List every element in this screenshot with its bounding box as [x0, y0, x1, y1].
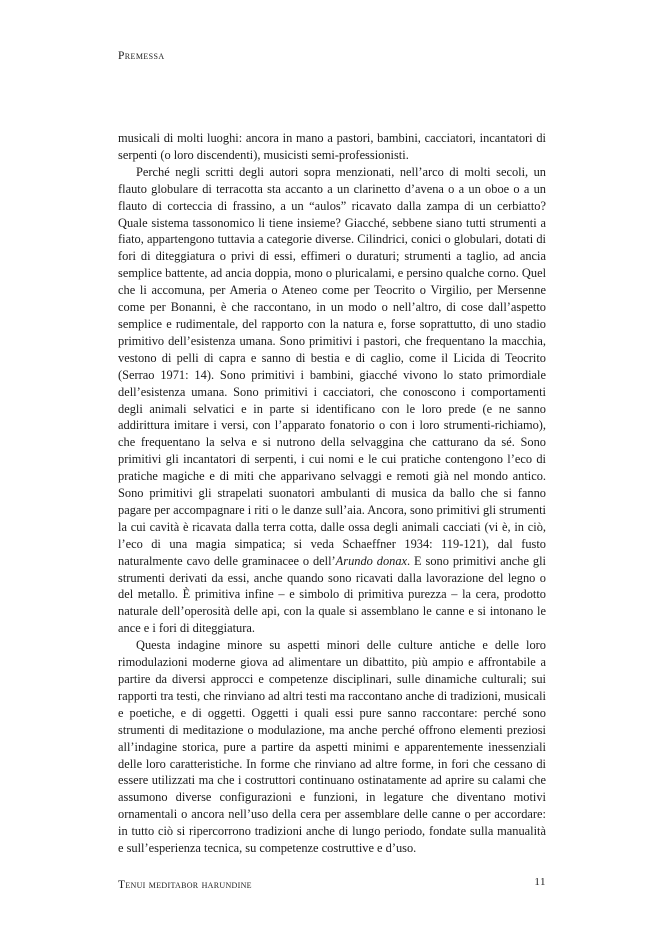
- paragraph-inquiry: Questa indagine minore su aspetti minori delle culture antiche e delle loro rimodulazioni moderne giova ad alimentare un dibattito, più ampio e affrontabile a partire da diversi approcci e competenze disciplinari, sulle dinamiche culturali; sui rapporti tra testi, che rinviano ad altri testi ma raccontano anche di tradizioni, musicali e poetiche, e di oggetti. Oggetti i quali essi pure sanno raccontare: perché sono strumenti di meditazione o modulazione, ma anche perché offrono elementi preziosi all’indagine storica, pure a partire da aspetti minimi e apparentemente inessenziali delle loro caratteristiche. In forme che rinviano ad altre forme, in fori che cessano di essere utilizzati ma che i costruttori continuano ostinatamente ad aprire su calami che assumono diverse configurazioni e funzioni, in legature che diventano motivi ornamentali o ancora nell’uso della cera per assemblare delle canne o per accordare: in tutto ciò si ripercorrono tradizioni anche di lungo periodo, fondate sulla manualità e sull’esperienza tecnica, su competenze costruttive e d’uso.: [118, 638, 546, 856]
- species-name-italic: Arundo donax: [335, 553, 408, 568]
- running-head: Premessa: [118, 50, 165, 62]
- page-number: 11: [534, 876, 546, 888]
- paragraph-instruments: [118, 164, 546, 637]
- running-foot: Tenui meditabor harundine: [118, 879, 252, 891]
- paragraph-instruments-tail: . E sono primitivi anche gli strumenti derivati da essi, anche quando sono ricavati dalla lavorazione del legno o del metallo. È primitiva infine – e simbolo di primitiva purezza – la cera, prodotto naturale dell’operosità delle api, con la quale si assemblano le canne e si intonano le ance e i fori di diteggiatura.: [118, 553, 546, 636]
- paragraph-instruments-text: Perché negli scritti degli autori sopra menzionati, nell’arco di molti secoli, un flauto globulare di terracotta sta accanto a un clarinetto d’avena o a un oboe o a un flauto di corteccia di frassino, a un “aulos” ricavato dalla zampa di un cerbiatto? Quale sistema tassonomico li tiene insieme? Giacché, sebbene siano tutti strumenti a fiato, appartengono tuttavia a categorie diverse. Cilindrici, conici o globulari, dotati di fori di diteggiatura o privi di essi, effimeri o duraturi; strumenti a taglio, ad ancia semplice battente, ad ancia doppia, mono o pluricalami, e persino qualche corno. Quel che li accomuna, per Ameria o Ateneo come per Teocrito o Virgilio, per Mersenne come per Bonanni, è che raccontano, in un modo o nell’altro, di cose dall’aspetto semplice e rudimentale, del rapporto con la natura e, forse soprattutto, di uno stadio primitivo dell’esistenza umana. Sono primitivi i pastori, che frequentano la macchia, vestono di pelli di capra e sanno di bestia e di caglio, come il Licida di Teocrito (Serrao 1971: 14). Sono primitivi i bambini, giacché vivono lo stato primordiale dell’esistenza umana. Sono primitivi i cacciatori, che conoscono i comportamenti degli animali selvatici e in parte si identificano con le loro prede (e ne sanno addirittura imitare i versi, con l’apparato fonatorio o con i loro strumenti-richiamo), che frequentano la selva e si nutrono della selvaggina che catturano da sé. Sono primitivi gli incantatori di serpenti, i cui nomi e le cui pratiche contengono l’eco di pratiche magiche e di miti che apparivano selvaggi e remoti già nel mondo antico. Sono primitivi gli strapelati suonatori ambulanti di musica da ballo che si fanno pagare per accompagnare i riti o le danze sull’aia. Ancora, sono primitivi gli strumenti la cui cavità è ricavata dalla terra cotta, dalle ossa degli animali cacciati (vi è, in ciò, l’eco di una magia simpatica; si veda Schaeffner 1934: 119-121), dal fusto naturalmente cavo delle graminacee o dell’: [118, 164, 547, 568]
- body-text: [118, 130, 546, 857]
- paragraph-continuation: musicali di molti luoghi: ancora in mano a pastori, bambini, cacciatori, incantatori di serpenti (o loro discendenti), musicisti semi-professionisti.: [118, 131, 546, 162]
